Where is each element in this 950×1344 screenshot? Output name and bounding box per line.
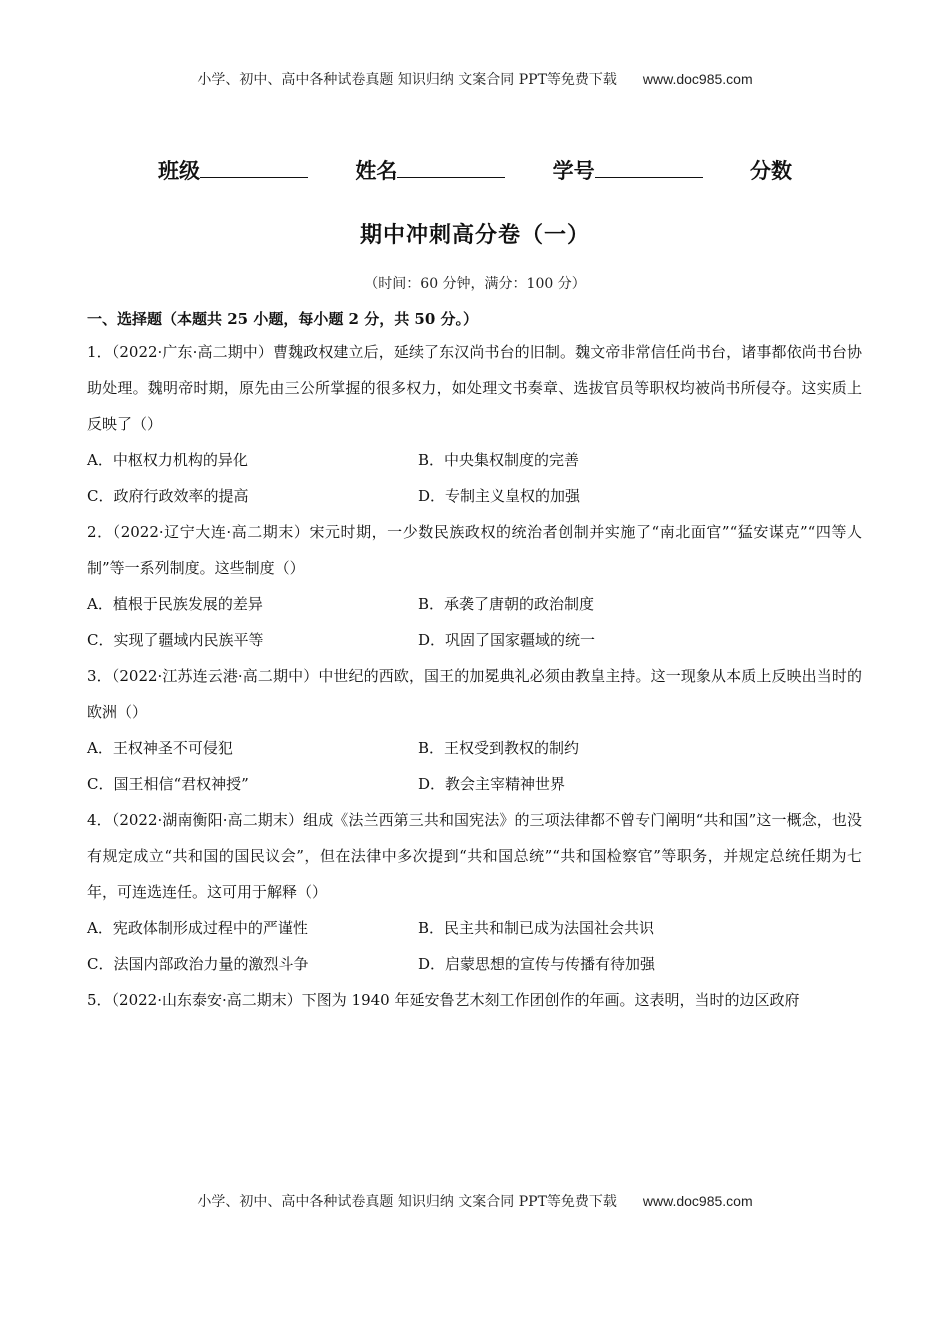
name-blank xyxy=(397,159,505,178)
name-label: 姓名 xyxy=(355,158,398,183)
exam-title: 期中冲刺高分卷（一） xyxy=(359,222,590,248)
option-a: A．宪政体制形成过程中的严谨性 xyxy=(87,919,308,937)
banner-site-link[interactable]: www.doc985.com xyxy=(642,71,753,87)
question-stem: 1．（2022·广东·高二期中）曹魏政权建立后，延续了东汉尚书台的旧制。魏文帝非常信任尚书台，诸事都依尚书台协助处理。魏明帝时期，原先由三公所掌握的很多权力，如处理文书奏章、选拔官员等职权均被尚书所侵夺。这实质上反映了（） xyxy=(87,343,862,433)
option-b: B．承袭了唐朝的政治制度 xyxy=(418,595,595,613)
option-c: C．政府行政效率的提高 xyxy=(87,487,249,505)
class-label: 班级 xyxy=(158,158,201,183)
score-field xyxy=(750,155,792,185)
option-b: B．王权受到教权的制约 xyxy=(418,739,580,757)
options-row xyxy=(87,946,862,982)
option-d: D．巩固了国家疆域的统一 xyxy=(418,631,596,649)
option-a: A．植根于民族发展的差异 xyxy=(87,595,263,613)
options-row xyxy=(87,442,862,478)
question-3 xyxy=(87,658,862,802)
footer-banner xyxy=(0,1191,950,1211)
option-d: D．启蒙思想的宣传与传播有待加强 xyxy=(418,955,656,973)
option-a: A．中枢权力机构的异化 xyxy=(87,451,248,469)
option-d: D．专制主义皇权的加强 xyxy=(418,487,581,505)
options-row xyxy=(87,766,862,802)
options-row xyxy=(87,730,862,766)
banner-text: 小学、初中、高中各种试卷真题 知识归纳 文案合同 PPT等免费下载 xyxy=(197,72,617,88)
section-heading: 一、选择题（本题共 25 小题，每小题 2 分，共 50 分。） xyxy=(87,310,479,328)
question-4 xyxy=(87,802,862,982)
option-c: C．国王相信“君权神授” xyxy=(87,775,249,793)
exam-content xyxy=(87,306,862,1018)
question-1 xyxy=(87,334,862,514)
student-id-blank xyxy=(595,159,703,178)
score-label: 分数 xyxy=(749,158,792,183)
name-field xyxy=(355,155,505,185)
student-info-line xyxy=(0,155,950,185)
question-stem: 2．（2022·辽宁大连·高二期末）宋元时期，一少数民族政权的统治者创制并实施了“南北面官”“猛安谋克”“四等人制”等一系列制度。这些制度（） xyxy=(87,523,862,577)
option-d: D．教会主宰精神世界 xyxy=(418,775,566,793)
student-id-label: 学号 xyxy=(552,158,595,183)
class-field xyxy=(158,155,308,185)
question-stem: 4．（2022·湖南衡阳·高二期末）组成《法兰西第三共和国宪法》的三项法律都不曾专门阐明“共和国”这一概念，也没有规定成立“共和国的国民议会”，但在法律中多次提到“共和国总统”“共和国检察官”等职务，并规定总统任期为七年，可连选连任。这可用于解释（） xyxy=(87,811,862,901)
options-row xyxy=(87,910,862,946)
question-stem: 5．（2022·山东泰安·高二期末）下图为 1940 年延安鲁艺木刻工作团创作的年画。这表明，当时的边区政府 xyxy=(87,991,800,1009)
header-banner xyxy=(0,69,950,89)
exam-subtitle: （时间：60 分钟，满分：100 分） xyxy=(364,276,586,292)
banner-text: 小学、初中、高中各种试卷真题 知识归纳 文案合同 PPT等免费下载 xyxy=(197,1194,617,1210)
question-stem: 3．（2022·江苏连云港·高二期中）中世纪的西欧，国王的加冕典礼必须由教皇主持。这一现象从本质上反映出当时的欧洲（） xyxy=(87,667,862,721)
student-id-field xyxy=(553,155,703,185)
options-row xyxy=(87,478,862,514)
question-2 xyxy=(87,514,862,658)
options-row xyxy=(87,586,862,622)
class-blank xyxy=(200,159,308,178)
option-b: B．民主共和制已成为法国社会共识 xyxy=(418,919,655,937)
option-b: B．中央集权制度的完善 xyxy=(418,451,580,469)
option-a: A．王权神圣不可侵犯 xyxy=(87,739,233,757)
question-5 xyxy=(87,982,862,1018)
banner-site-link[interactable]: www.doc985.com xyxy=(642,1193,753,1209)
options-row xyxy=(87,622,862,658)
option-c: C．法国内部政治力量的激烈斗争 xyxy=(87,955,309,973)
option-c: C．实现了疆域内民族平等 xyxy=(87,631,264,649)
